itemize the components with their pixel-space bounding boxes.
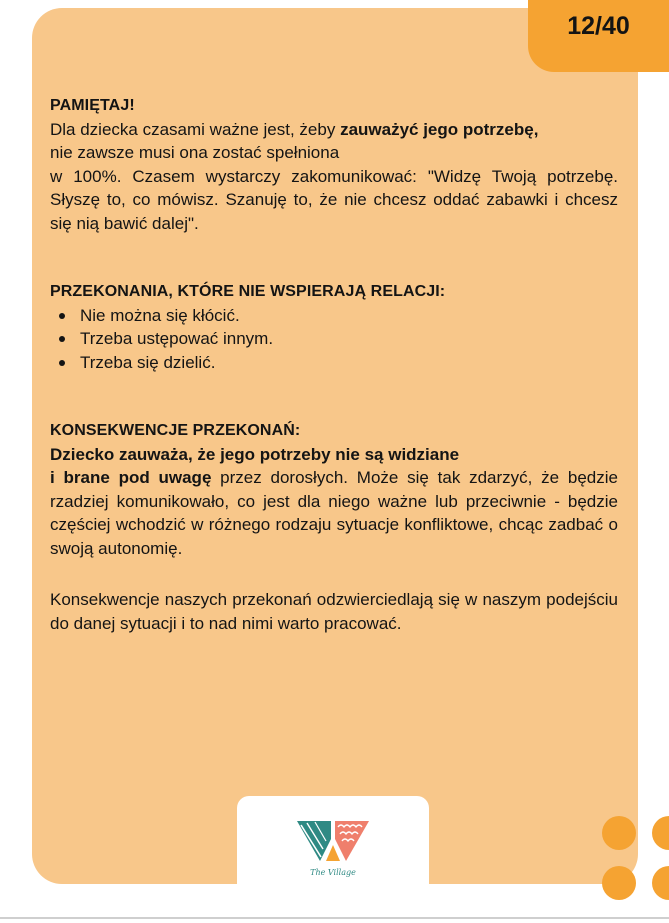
list-item: Nie można się kłócić. (80, 304, 618, 328)
remember-text-part1: Dla dziecka czasami ważne jest, żeby (50, 119, 341, 139)
remember-text (50, 118, 618, 142)
consequences-bold-cont: i brane pod uwagę (50, 468, 212, 487)
beliefs-heading: PRZEKONANIA, KTÓRE NIE WSPIERAJĄ RELACJI: (50, 283, 446, 300)
page-content (50, 94, 618, 635)
decorative-dot (602, 866, 636, 900)
page-number: 12/40 (567, 12, 630, 40)
remember-text-line2: nie zawsze musi ona zostać spełniona (50, 143, 340, 162)
consequences-heading: KONSEKWENCJE PRZEKONAŃ: (50, 422, 301, 439)
decorative-dot (652, 866, 669, 900)
consequences-text-body: przez dorosłych. Może się tak zdarzyć, że będzie rzadziej komunikowało, co jest dla niego ważne lub przeciwnie - będzie częściej wchodzić w różnego rodzaju sytuacje konfliktowe, chcąc zadbać o swoją autonomię. (50, 468, 618, 558)
remember-heading: PAMIĘTAJ! (50, 97, 135, 114)
list-item: Trzeba się dzielić. (80, 351, 618, 375)
remember-text-bold: zauważyć jego potrzebę, (340, 119, 539, 139)
beliefs-list (50, 304, 618, 375)
list-item: Trzeba ustępować innym. (80, 327, 618, 351)
logo-text: The Village (310, 868, 356, 877)
decorative-dot (602, 816, 636, 850)
decorative-dot (652, 816, 669, 850)
remember-text-line3: w 100%. Czasem wystarczy zakomunikować: "Widzę Twoją potrzebę. Słyszę to, co mówisz. Szanuję to, że nie chcesz oddać zabawki i chcesz się nią bawić dalej". (50, 166, 618, 233)
logo-box (237, 796, 429, 923)
bottom-divider (0, 917, 669, 919)
consequences-text (50, 466, 618, 560)
the-village-logo-icon (297, 821, 369, 867)
consequences-paragraph: Konsekwencje naszych przekonań odzwierciedlają się w naszym podejściu do danej sytuacji i to nad nimi warto pracować. (50, 590, 618, 633)
consequences-bold-line: Dziecko zauważa, że jego potrzeby nie są widziane (50, 444, 460, 464)
